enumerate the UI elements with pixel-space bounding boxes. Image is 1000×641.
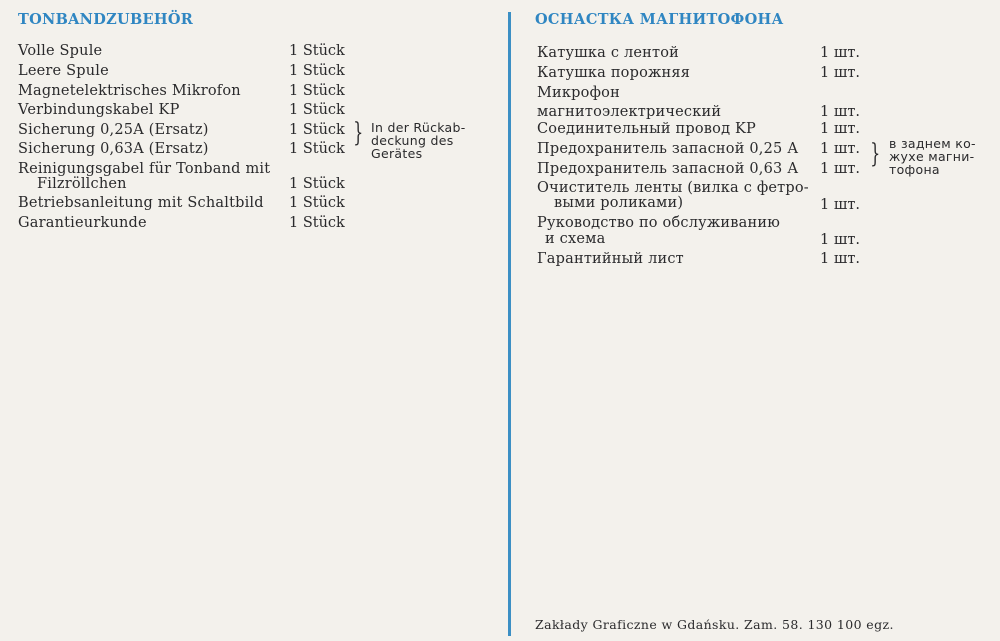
right-item-name: Очиститель ленты (вилка с фетро- (537, 180, 809, 196)
right-note (889, 137, 976, 176)
right-item-name: Катушка порожняя (537, 65, 691, 81)
right-item-name: Соединительный провод KP (537, 121, 757, 137)
left-note-line: In der Rückab- (371, 120, 466, 135)
left-item-qty: 1 Stück (289, 122, 345, 138)
right-item-name: Микрофон (537, 85, 620, 101)
left-heading: TONBANDZUBEHÖR (18, 11, 194, 28)
right-item-name: Катушка с лентой (537, 45, 680, 61)
right-item-name-cont: магнитоэлектрический (537, 104, 722, 120)
right-note-line: тофона (889, 162, 940, 177)
right-item-qty: 1 шт. (820, 45, 860, 61)
left-item-qty: 1 Stück (289, 63, 345, 79)
right-item-name: Предохранитель запасной 0,25 А (537, 141, 799, 157)
left-item-name: Reinigungsgabel für Tonband mit (18, 161, 271, 177)
left-item-qty: 1 Stück (289, 102, 345, 118)
right-item-qty: 1 шт. (820, 232, 860, 248)
right-item-name: Руководство по обслуживанию (537, 215, 781, 231)
printer-imprint: Zakłady Graficzne w Gdańsku. Zam. 58. 130 100 egz. (535, 617, 894, 632)
right-item-qty: 1 шт. (820, 161, 860, 177)
right-item-name: Гарантийный лист (537, 251, 684, 267)
right-item-name-cont: и схема (545, 231, 606, 247)
left-item-name: Sicherung 0,63A (Ersatz) (18, 141, 209, 157)
left-item-name: Volle Spule (18, 43, 103, 59)
left-brace: } (353, 118, 364, 148)
left-item-qty: 1 Stück (289, 195, 345, 211)
left-item-name: Garantieurkunde (18, 215, 147, 231)
right-item-qty: 1 шт. (820, 121, 860, 137)
left-item-name: Magnetelektrisches Mikrofon (18, 83, 241, 99)
right-brace: } (870, 139, 881, 169)
right-heading: ОСНАСТКА МАГНИТОФОНА (535, 11, 784, 28)
left-note (371, 121, 466, 160)
left-item-name: Leere Spule (18, 63, 109, 79)
right-item-qty: 1 шт. (820, 197, 860, 213)
left-item-qty: 1 Stück (289, 141, 345, 157)
left-item-qty: 1 Stück (289, 215, 345, 231)
left-item-name: Betriebsanleitung mit Schaltbild (18, 195, 264, 211)
right-item-qty: 1 шт. (820, 104, 860, 120)
left-note-line: Gerätes (371, 146, 423, 161)
left-item-qty: 1 Stück (289, 83, 345, 99)
right-item-qty: 1 шт. (820, 141, 860, 157)
left-item-name-cont: Filzröllchen (37, 176, 127, 192)
right-item-name: Предохранитель запасной 0,63 А (537, 161, 799, 177)
left-item-qty: 1 Stück (289, 176, 345, 192)
right-item-qty: 1 шт. (820, 65, 860, 81)
column-divider (508, 12, 511, 636)
left-item-name: Verbindungskabel KP (18, 102, 180, 118)
left-item-name: Sicherung 0,25A (Ersatz) (18, 122, 209, 138)
right-item-name-cont: выми роликами) (554, 195, 684, 211)
right-note-line: в заднем ко- (889, 136, 976, 151)
right-item-qty: 1 шт. (820, 251, 860, 267)
left-note-line: deckung des (371, 133, 454, 148)
left-item-qty: 1 Stück (289, 43, 345, 59)
right-note-line: жухе магни- (889, 149, 975, 164)
